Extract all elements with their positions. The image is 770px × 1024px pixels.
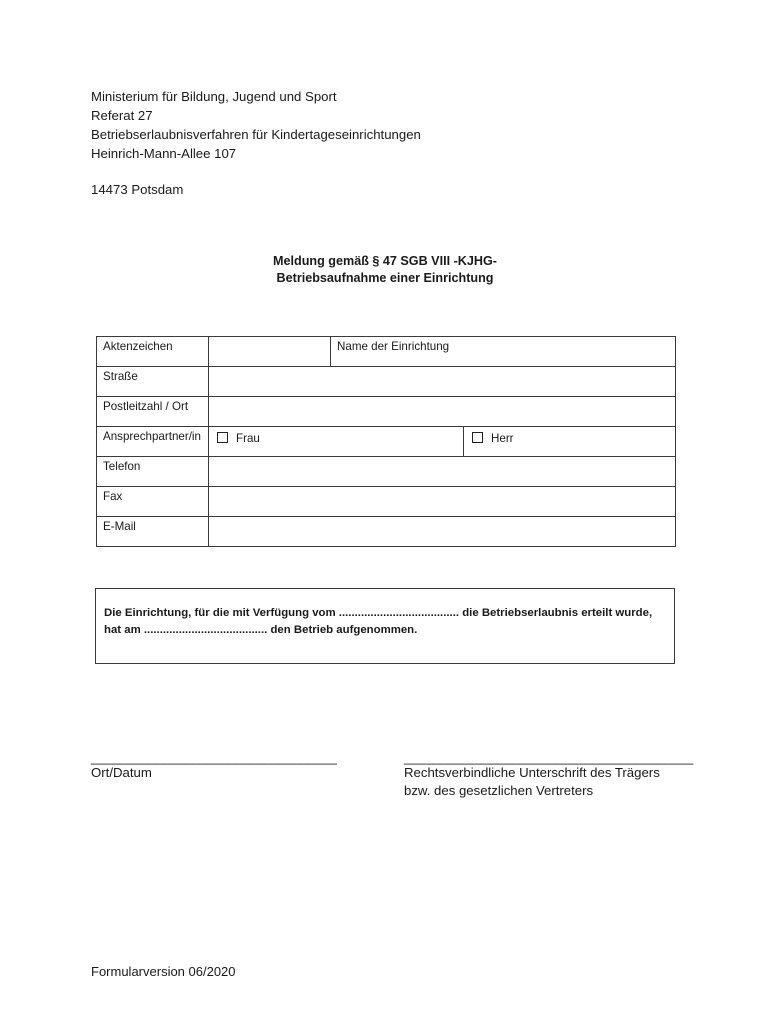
address-city: 14473 Potsdam <box>91 182 184 197</box>
ort-datum-signature-line[interactable]: __________________________________ <box>91 750 337 765</box>
facility-form-table <box>96 336 676 547</box>
ort-datum-label: Ort/Datum <box>91 765 152 780</box>
operation-statement-box[interactable] <box>95 588 675 664</box>
aktenzeichen-field[interactable] <box>209 337 331 367</box>
address-line: Betriebserlaubnisverfahren für Kindertageseinrichtungen <box>91 127 421 142</box>
ansprechpartner-label: Ansprechpartner/in <box>97 427 209 457</box>
form-title-line1: Meldung gemäß § 47 SGB VIII -KJHG- <box>273 254 497 268</box>
plz-field[interactable] <box>209 397 676 427</box>
form-row-strasse <box>97 367 676 397</box>
email-label: E-Mail <box>97 517 209 547</box>
form-row-telefon <box>97 457 676 487</box>
herr-label: Herr <box>491 432 514 445</box>
form-row-ansprechpartner <box>97 427 676 457</box>
strasse-label: Straße <box>97 367 209 397</box>
form-row-email <box>97 517 676 547</box>
aktenzeichen-label: Aktenzeichen <box>97 337 209 367</box>
address-line: Ministerium für Bildung, Jugend und Sport <box>91 89 337 104</box>
telefon-label: Telefon <box>97 457 209 487</box>
frau-checkbox[interactable] <box>217 432 228 443</box>
strasse-field[interactable] <box>209 367 676 397</box>
form-version: Formularversion 06/2020 <box>91 964 236 979</box>
frau-option[interactable] <box>209 427 464 457</box>
form-row-plz <box>97 397 676 427</box>
fax-label: Fax <box>97 487 209 517</box>
signature-label-line1: Rechtsverbindliche Unterschrift des Trägers <box>404 765 660 780</box>
signature-label <box>404 764 660 800</box>
statement-line2: hat am ....................................... den Betrieb aufgenommen. <box>104 624 418 636</box>
telefon-field[interactable] <box>209 457 676 487</box>
name-der-einrichtung-field[interactable]: Name der Einrichtung <box>331 337 676 367</box>
form-row-aktenzeichen <box>97 337 676 367</box>
plz-label: Postleitzahl / Ort <box>97 397 209 427</box>
recipient-address <box>91 87 421 163</box>
frau-label: Frau <box>236 432 260 445</box>
fax-field[interactable] <box>209 487 676 517</box>
traeger-signature-line[interactable]: ________________________________________ <box>404 750 694 765</box>
form-title <box>0 253 770 287</box>
signature-label-line2: bzw. des gesetzlichen Vertreters <box>404 783 594 798</box>
email-field[interactable] <box>209 517 676 547</box>
herr-checkbox[interactable] <box>472 432 483 443</box>
statement-line1: Die Einrichtung, für die mit Verfügung vom ...................................... die Betriebserlaubnis erteilt wurde, <box>104 607 653 619</box>
address-line: Heinrich-Mann-Allee 107 <box>91 146 237 161</box>
form-title-line2: Betriebsaufnahme einer Einrichtung <box>276 271 494 285</box>
address-line: Referat 27 <box>91 108 153 123</box>
form-row-fax <box>97 487 676 517</box>
herr-option[interactable] <box>464 427 676 457</box>
